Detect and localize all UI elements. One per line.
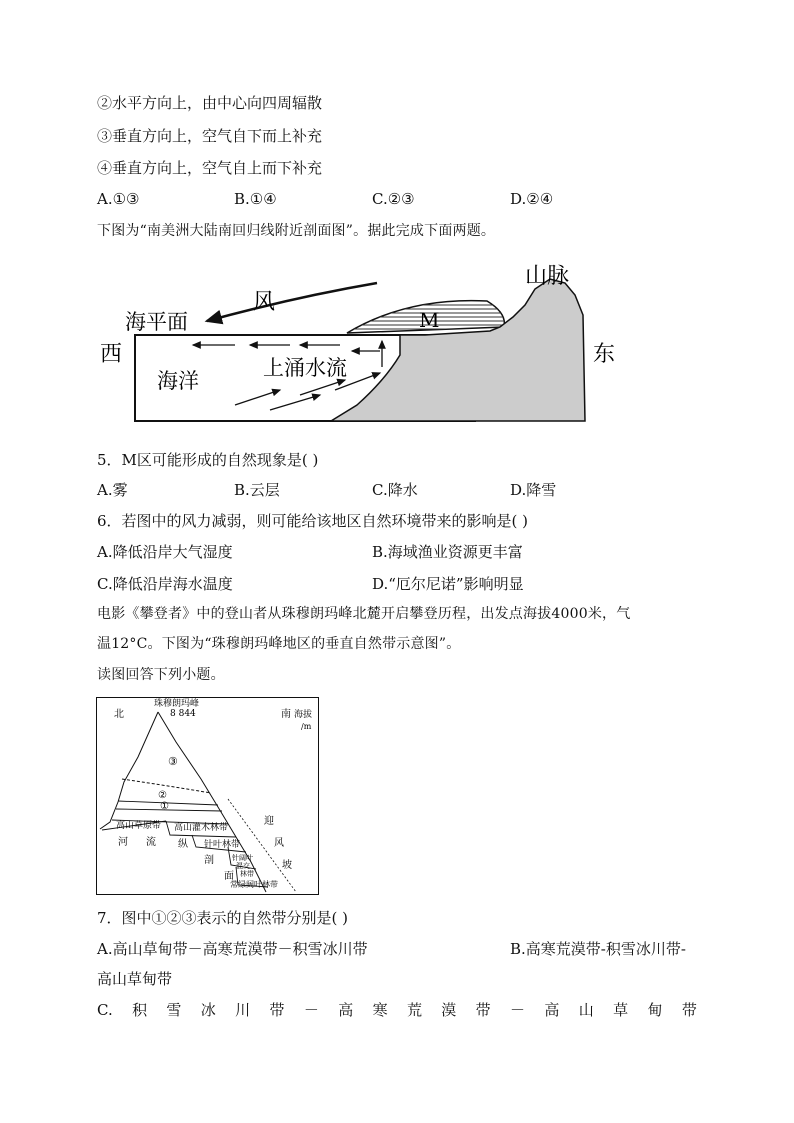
q5-option-b: B.云层 <box>234 481 280 499</box>
q6-option-d: D.“厄尔尼诺”影响明显 <box>372 575 524 593</box>
label-east: 东 <box>593 342 616 367</box>
label-zone-m: M <box>419 308 440 332</box>
q7-option-a: A.高山草甸带－高寒荒漠带－积雪冰川带 <box>97 940 368 958</box>
label-river-4: 剖 <box>204 855 214 866</box>
label-windward-1: 迎 <box>264 816 274 827</box>
label-river-5: 面 <box>224 871 234 882</box>
label-river-3: 纵 <box>178 839 188 850</box>
q6-option-b: B.海域渔业资源更丰富 <box>372 543 523 561</box>
label-zone-1: ① <box>160 801 169 812</box>
intro-text-2-line2: 温12°C。下图为“珠穆朗玛峰地区的垂直自然带示意图”。 <box>97 636 461 652</box>
figure-south-america-profile <box>95 255 635 430</box>
q7-option-b-continued: 高山草甸带 <box>97 970 173 988</box>
q7-option-b: B.高寒荒漠带-积雪冰川带- <box>510 940 686 958</box>
q5-option-d: D.降雪 <box>510 481 557 499</box>
label-west: 西 <box>100 342 123 367</box>
label-alpine-shrub: 高山灌木林带 <box>174 823 229 833</box>
label-peak-name: 珠穆朗玛峰 <box>154 699 200 709</box>
q5-option-c: C.降水 <box>372 481 418 499</box>
label-zone-3: ③ <box>168 755 178 768</box>
intro-text-2-line3: 读图回答下列小题。 <box>97 667 225 683</box>
label-north: 北 <box>114 709 124 720</box>
label-wind: 风 <box>253 290 276 315</box>
label-upwelling: 上涌水流 <box>263 356 347 380</box>
label-mixed-1: 针阔叶 <box>232 854 253 862</box>
intro-text-2-line1: 电影《攀登者》中的登山者从珠穆朗玛峰北麓开启攀登历程，出发点海拔4000米，气 <box>97 606 631 622</box>
q6-option-a: A.降低沿岸大气湿度 <box>97 543 233 561</box>
label-mixed-3: 林带 <box>240 870 254 878</box>
question-6-stem: 6．若图中的风力减弱，则可能给该地区自然环境带来的影响是( ) <box>97 512 529 530</box>
label-evergreen: 常绿阔叶林带 <box>230 880 278 889</box>
label-peak-height: 8 844 <box>170 709 196 719</box>
prev-item-2: ②水平方向上，由中心向四周辐散 <box>97 94 323 112</box>
label-ocean: 海洋 <box>157 369 199 393</box>
prev-option-d: D.②④ <box>510 190 554 208</box>
q6-option-c: C.降低沿岸海水温度 <box>97 575 233 593</box>
label-mountain: 山脉 <box>525 264 570 289</box>
intro-text-1: 下图为“南美洲大陆南回归线附近剖面图”。据此完成下面两题。 <box>97 223 496 239</box>
q7-option-c: C. 积 雪 冰 川 带 － 高 寒 荒 漠 带 － 高 山 草 甸 带 <box>97 1001 697 1019</box>
label-unit: /m <box>301 722 312 731</box>
q5-option-a: A.雾 <box>97 481 128 499</box>
label-zone-2: ② <box>158 790 167 801</box>
label-south: 南 <box>281 709 291 720</box>
question-5-stem: 5．M区可能形成的自然现象是( ) <box>97 451 319 469</box>
prev-item-3: ③垂直方向上，空气自下而上补充 <box>97 127 323 145</box>
label-windward-2: 风 <box>274 838 284 849</box>
label-sea-level: 海平面 <box>125 310 188 334</box>
label-river-2: 流 <box>146 837 156 848</box>
prev-item-4: ④垂直方向上，空气自上而下补充 <box>97 159 323 177</box>
label-conifer: 针叶林带 <box>204 840 241 850</box>
label-mixed-2: 混交 <box>236 862 250 870</box>
label-alpine-meadow: 高山草原带 <box>116 821 162 831</box>
label-altitude: 海拔 <box>294 710 313 720</box>
prev-option-b: B.①④ <box>234 190 277 208</box>
label-river-1: 河 <box>118 837 128 848</box>
prev-option-c: C.②③ <box>372 190 415 208</box>
label-windward-3: 坡 <box>282 860 292 871</box>
question-7-stem: 7．图中①②③表示的自然带分别是( ) <box>97 909 349 927</box>
figure-everest-zones <box>96 697 320 897</box>
prev-option-a: A.①③ <box>97 190 140 208</box>
